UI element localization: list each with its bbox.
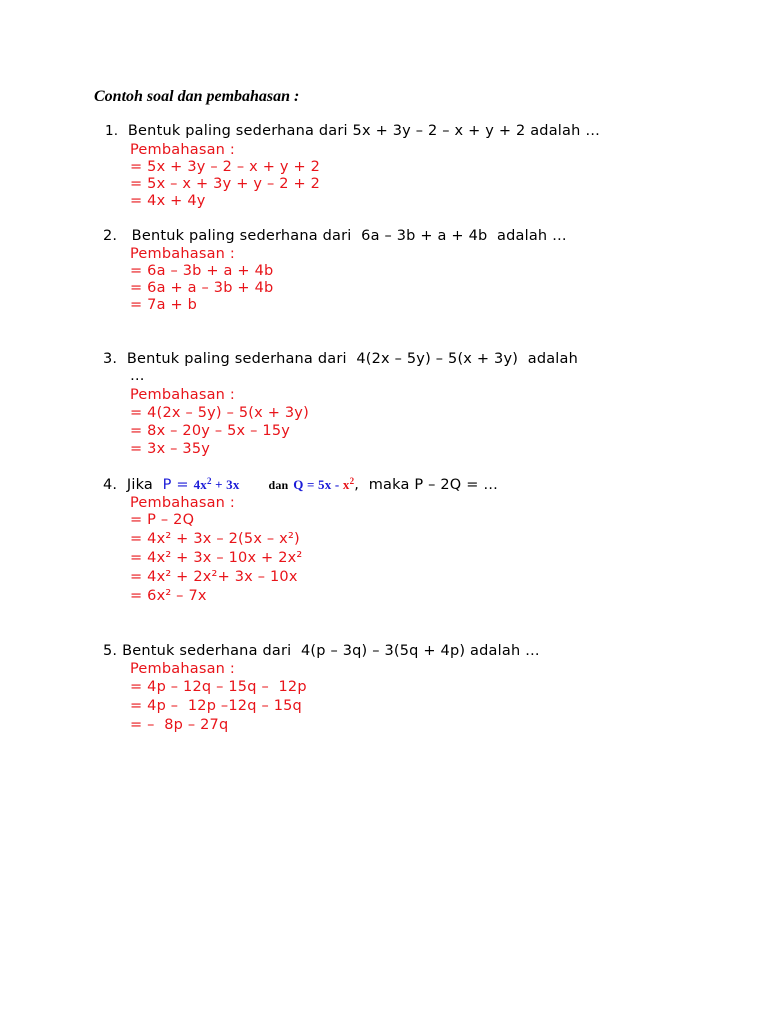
problem-number: 4. [103, 477, 118, 493]
problem-1-question [105, 122, 600, 140]
problem-number: 1. [105, 123, 119, 139]
p-expression: $4x^2 + 3x$ [193, 476, 240, 492]
question-text: Bentuk sederhana dari 4(p – 3q) – 3(5q + 4p) adalah … [122, 643, 540, 659]
pembahasan-label: Pembahasan : [130, 142, 235, 158]
problem-number: 2. [103, 228, 118, 244]
problem-5-question [103, 642, 540, 660]
solution-step: = 5x + 3y – 2 – x + y + 2 [130, 159, 321, 175]
solution-step: = – 8p – 27q [130, 717, 229, 733]
q-x-term: $x^2$ [339, 476, 355, 492]
solution-step: = P – 2Q [130, 512, 195, 528]
question-continuation: … [130, 368, 145, 384]
solution-step: = 3x – 35y [130, 441, 211, 457]
solution-step: = 4p – 12q – 15q – 12p [130, 679, 307, 695]
pembahasan-label: Pembahasan : [130, 661, 235, 677]
problem-4-question [103, 476, 498, 494]
solution-step: = 6x² – 7x [130, 588, 207, 604]
solution-step: = 4x² + 3x – 2(5x – x²) [130, 531, 300, 547]
solution-step: = 4x² + 2x²+ 3x – 10x [130, 569, 298, 585]
solution-step: = 6a + a – 3b + 4b [130, 280, 274, 296]
solution-step: = 6a – 3b + a + 4b [130, 263, 274, 279]
solution-step: = 4x + 4y [130, 193, 206, 209]
question-text: Bentuk paling sederhana dari 4(2x – 5y) – 5(x + 3y) adalah [126, 351, 579, 367]
q-expression: Q = 5x - [293, 477, 340, 492]
pembahasan-label: Pembahasan : [130, 495, 235, 511]
question-text: Bentuk paling sederhana dari 5x + 3y – 2 – x + y + 2 adalah … [127, 123, 601, 139]
solution-step: = 4x² + 3x – 10x + 2x² [130, 550, 303, 566]
problem-number: 5. [103, 643, 118, 659]
solution-step: = 4(2x – 5y) – 5(x + 3y) [130, 405, 309, 421]
problem-2-question [103, 227, 567, 245]
solution-step: = 4p – 12p –12q – 15q [130, 698, 302, 714]
dan-text: dan [268, 478, 289, 492]
problem-3-question [103, 350, 578, 368]
jika-text: Jika [126, 477, 154, 493]
solution-step: = 5x – x + 3y + y – 2 + 2 [130, 176, 321, 192]
solution-step: = 7a + b [130, 297, 198, 313]
solution-step: = 8x – 20y – 5x – 15y [130, 423, 291, 439]
problem-number: 3. [103, 351, 118, 367]
p-label: P = [162, 477, 189, 493]
pembahasan-label: Pembahasan : [130, 246, 235, 262]
page-heading: Contoh soal dan pembahasan : [94, 88, 300, 105]
question-tail: , maka P – 2Q = … [354, 477, 499, 493]
pembahasan-label: Pembahasan : [130, 387, 235, 403]
question-text: Bentuk paling sederhana dari 6a – 3b + a + 4b adalah … [126, 228, 567, 244]
